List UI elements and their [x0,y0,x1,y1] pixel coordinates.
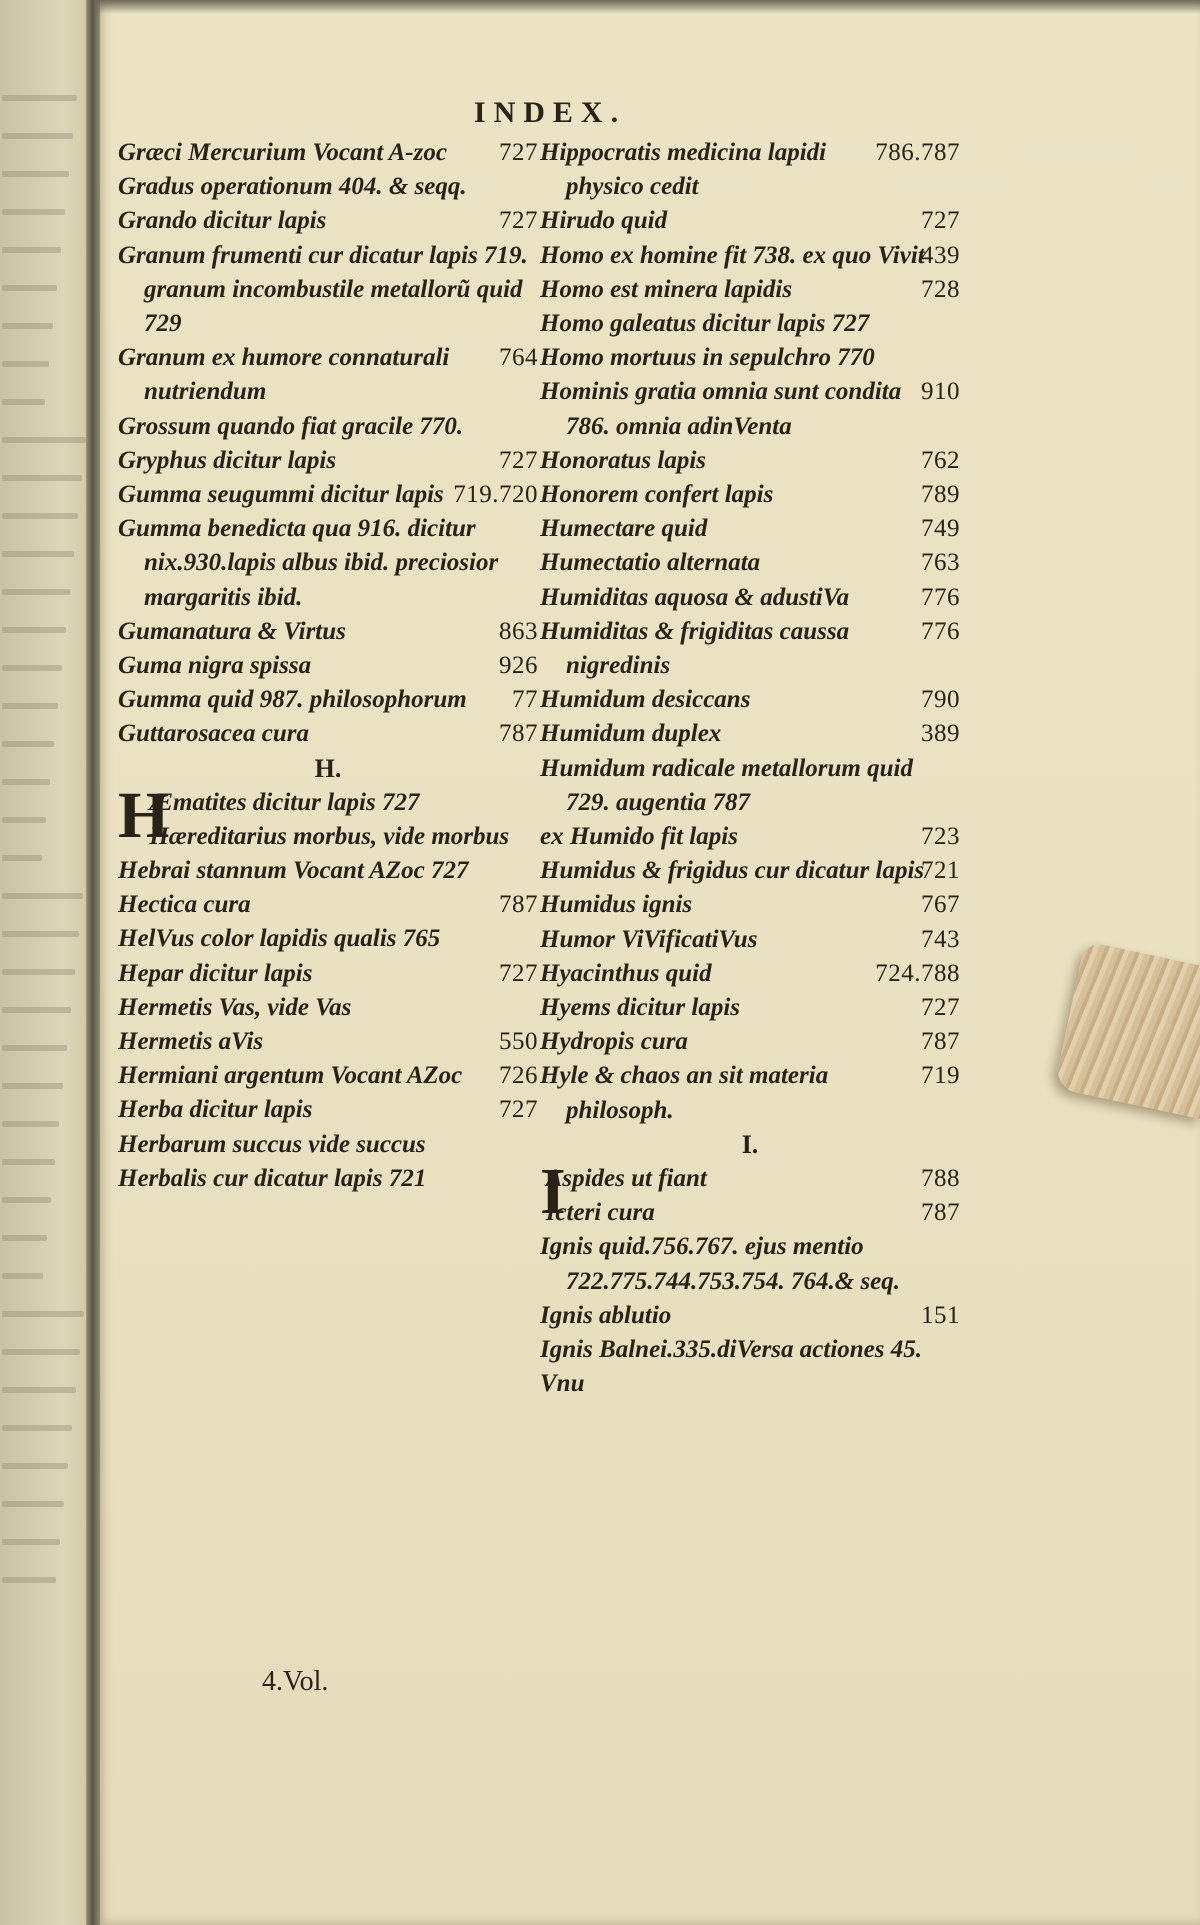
index-entry [118,1059,538,1093]
index-entry-pages: 788 [921,1164,960,1192]
index-entry-text: Gumma seugummi dicitur lapis [118,481,444,509]
facing-page-edge [0,0,92,1925]
facing-page-text-ghost [2,1501,64,1507]
facing-page-text-ghost [2,1273,43,1279]
index-entry [118,239,538,342]
facing-page-text-ghost [2,741,54,747]
index-entry [540,683,960,717]
index-entry [118,170,538,204]
page-footer-catchword: 4.Vol. [262,1666,329,1697]
index-entry-text: Hæreditarius morbus, vide morbus [149,822,510,850]
index-entry-pages: 787 [921,1199,960,1227]
index-entry-pages: 910 [921,378,960,406]
index-entry [540,375,960,443]
facing-page-text-ghost [2,1577,56,1583]
index-entry [118,820,538,854]
index-entry [118,512,538,615]
index-entry-pages: 863 [499,617,538,645]
index-entry-text: Honorem confert lapis [540,481,774,509]
facing-page-text-ghost [2,817,46,823]
index-entry-pages: 723 [921,823,960,851]
index-entry [540,239,960,273]
facing-page-text-ghost [2,1311,84,1317]
index-entry-text: Homo ex homine fit 738. ex quo Vivit [540,241,925,269]
facing-page-text-ghost [2,1349,80,1355]
index-entry [540,136,960,204]
index-entry [540,615,960,683]
index-entry [118,1093,538,1127]
index-entry-text: Honoratus lapis [540,446,707,474]
facing-page-text-ghost [2,1235,47,1241]
index-entry-pages: 787 [499,720,538,748]
index-entry-text: Ignis Balnei.335.diVersa actiones 45. [540,1335,922,1363]
index-entry [118,444,538,478]
index-entry-pages: 767 [921,891,960,919]
index-entry-pages: 743 [921,925,960,953]
index-entry [540,1025,960,1059]
index-entry [118,615,538,649]
index-entry-pages: 787 [921,1028,960,1056]
facing-page-text-ghost [2,361,49,367]
index-entry-pages: 728 [921,275,960,303]
index-entry-text: HelVus color lapidis qualis 765 [118,925,441,953]
index-entry-pages: 764 [499,344,538,372]
index-entry-pages: 749 [921,515,960,543]
drop-capital: H [118,778,170,852]
facing-page-text-ghost [2,171,69,177]
index-entry-text: Hippocratis medicina lapidi physico cedit [540,139,827,201]
index-entry [118,136,538,170]
index-entry-text: Humidum desiccans [540,686,751,714]
index-entry-text: Granum frumenti cur dicatur lapis 719. granum incombustile metallorũ quid 729 [118,241,528,338]
index-entry-text: Hebrai stannum Vocant AZoc 727 [118,857,469,885]
index-entry-pages: 762 [921,446,960,474]
index-entry [540,307,960,341]
facing-page-text-ghost [2,1539,60,1545]
index-entry-pages: 550 [499,1028,538,1056]
index-entry-text: Hermiani argentum Vocant AZoc [118,1062,463,1090]
index-entry-text: Homo mortuus in sepulchro 770 [540,344,875,372]
facing-page-text-ghost [2,1387,76,1393]
index-entry [118,1162,538,1196]
facing-page-text-ghost [2,437,86,443]
index-entry [118,1128,538,1162]
index-entry [540,1230,960,1298]
facing-page-text-ghost [2,1121,59,1127]
index-entry-text: Gumanatura & Virtus [118,617,346,645]
index-column-left [118,136,538,1196]
facing-page-text-ghost [2,513,78,519]
index-entry [540,478,960,512]
index-entry-pages: 727 [921,207,960,235]
index-entry-pages: 727 [921,994,960,1022]
facing-page-text-ghost [2,855,42,861]
facing-page-text-ghost [2,1197,51,1203]
facing-page-text-ghost [2,95,77,101]
index-entry-text: Vnu [540,1370,585,1398]
index-entry [540,1367,960,1401]
index-entry [118,341,538,409]
index-entry-text: Hyems dicitur lapis [540,994,740,1022]
index-entry-text: Ignis ablutio [540,1301,672,1329]
index-entry [540,341,960,375]
index-entry [118,410,538,444]
index-entry-pages: 763 [921,549,960,577]
index-entry [540,512,960,546]
index-entry-text: Hermetis aVis [118,1028,264,1056]
index-entry-pages: 790 [921,686,960,714]
index-entry-pages: 926 [499,652,538,680]
facing-page-text-ghost [2,209,65,215]
facing-page-text-ghost [2,893,83,899]
index-entry [118,922,538,956]
index-entry-pages: 786.787 [875,139,960,166]
facing-page-text-ghost [2,703,58,709]
index-entry [540,888,960,922]
index-entry-text: Humiditas aquosa & adustiVa [540,583,850,611]
index-entry [540,444,960,478]
index-entry-pages: 389 [921,720,960,748]
index-entry-text: Gradus operationum 404. & seqq. [118,173,467,201]
index-entry-text: Æmatites dicitur lapis 727 [149,788,420,816]
index-entry-text: Grossum quando fiat gracile 770. [118,412,464,440]
index-entry-pages: 776 [921,617,960,645]
index-entry-pages: 724.788 [875,959,960,987]
index-entry-pages: 787 [499,891,538,919]
index-entry-pages: 726 [499,1062,538,1090]
index-entry [118,204,538,238]
index-entry-text: Hectica cura [118,891,251,919]
index-entry-pages: 727 [499,959,538,987]
index-entry [118,1025,538,1059]
index-entry [540,581,960,615]
index-entry [540,1299,960,1333]
index-entry [540,1333,960,1367]
index-entry-text: ex Humido fit lapis [540,823,738,851]
index-entry [540,957,960,991]
section-letter: I. [741,1129,759,1159]
index-entry-text: Guttarosacea cura [118,720,309,748]
index-entry-text: Ignis quid.756.767. ejus mentio 722.775.744.753.754. 764.& seq. [540,1233,901,1295]
index-entry: 77 Gumma quid 987. philosophorum [118,686,538,714]
index-entry [118,649,538,683]
index-entry [540,854,960,888]
index-entry-text: Guma nigra spissa [118,652,312,680]
index-entry-text: Grando dicitur lapis [118,207,327,235]
index-entry [540,923,960,957]
index-entry-pages: 439 [921,241,960,269]
index-entry-text: Gryphus dicitur lapis [118,446,337,474]
index-entry [540,546,960,580]
facing-page-text-ghost [2,1159,55,1165]
facing-page-text-ghost [2,399,45,405]
index-entry-text: Hyacinthus quid [540,959,712,987]
index-entry-text: Hermetis Vas, vide Vas [118,993,352,1021]
facing-page-text-ghost [2,627,66,633]
index-entry-text: Granum ex humore connaturali nutriendum [118,344,450,406]
index-entry-pages: 776 [921,583,960,611]
facing-page-text-ghost [2,1463,68,1469]
index-entry-pages: 721 [921,857,960,885]
facing-page-text-ghost [2,969,75,975]
index-entry-text: Humectare quid [540,515,708,543]
facing-page-text-ghost [2,1083,63,1089]
facing-page-text-ghost [2,1045,67,1051]
index-column-right [540,136,960,1401]
index-entry-text: Humectatio alternata [540,549,761,577]
facing-page-text-ghost [2,323,53,329]
index-entry-text: Humor ViVificatiVus [540,925,758,953]
facing-page-text-ghost [2,589,70,595]
page-top-shadow [96,0,1200,14]
book-gutter [86,0,100,1925]
index-entry-pages: 727 [499,139,538,166]
index-entry-text: Herba dicitur lapis [118,1096,313,1124]
index-entry [540,273,960,307]
drop-capital: I [540,1154,566,1228]
page-header: INDEX. [473,96,627,129]
facing-page-text-ghost [2,285,57,291]
index-entry [118,888,538,922]
facing-page-text-ghost [2,931,79,937]
index-entry-text: Græci Mercurium Vocant A-zoc [118,139,447,166]
index-entry-text: Humidum duplex [540,720,722,748]
index-entry-text: Gumma quid 987. philosophorum [118,686,467,714]
index-entry [540,820,960,854]
facing-page-text-ghost [2,1425,72,1431]
index-entry-pages: 151 [921,1301,960,1329]
index-entry-text: Homo est minera lapidis [540,275,793,303]
index-entry-text: Hydropis cura [540,1028,688,1056]
facing-page-text-ghost [2,133,73,139]
index-entry [540,717,960,751]
facing-page-text-ghost [2,665,62,671]
index-entry [118,991,538,1025]
index-entry-text: Herbarum succus vide succus [118,1130,426,1158]
index-entry-text: Humidus & frigidus cur dicatur lapis [540,857,925,885]
facing-page-text-ghost [2,475,82,481]
facing-page-text-ghost [2,551,74,557]
index-entry [118,854,538,888]
index-entry [540,1059,960,1127]
index-entry-text: Herbalis cur dicatur lapis 721 [118,1164,427,1192]
index-entry-pages: 719 [921,1062,960,1090]
index-entry-text: Humidum radicale metallorum quid 729. augentia 787 [540,754,913,816]
index-entry [118,957,538,991]
index-entry [540,1196,960,1230]
facing-page-text-ghost [2,1007,71,1013]
index-entry [540,991,960,1025]
index-entry-text: Hepar dicitur lapis [118,959,313,987]
index-entry-text: Hominis gratia omnia sunt condita 786. omnia adinVenta [540,378,902,440]
index-entry-text: Aspides ut fiant [545,1164,707,1192]
index-entry-text: Humidus ignis [540,891,693,919]
index-entry-text: Hyle & chaos an sit materia philosoph. [540,1062,829,1124]
index-entry-text: Humiditas & frigiditas caussa nigredinis [540,617,850,680]
index-entry-pages: 727 [499,207,538,235]
index-entry-pages: 727 [499,1096,538,1124]
index-entry-text: Homo galeatus dicitur lapis 727 [540,310,870,338]
index-entry [540,204,960,238]
index-entry-pages: 789 [921,481,960,509]
index-entry [118,478,538,512]
index-entry [118,717,538,751]
index-entry-text: Icteri cura [545,1199,655,1227]
section-letter: H. [314,753,342,783]
index-entry-pages: 727 [499,446,538,474]
index-entry-pages: 719.720 [453,481,538,509]
facing-page-text-ghost [2,247,61,253]
index-entry [540,752,960,820]
index-entry-text: Hirudo quid [540,207,668,235]
facing-page-text-ghost [2,779,50,785]
index-entry-text: Gumma benedicta qua 916. dicitur nix.930.lapis albus ibid. preciosior margaritis ibid. [118,515,499,611]
